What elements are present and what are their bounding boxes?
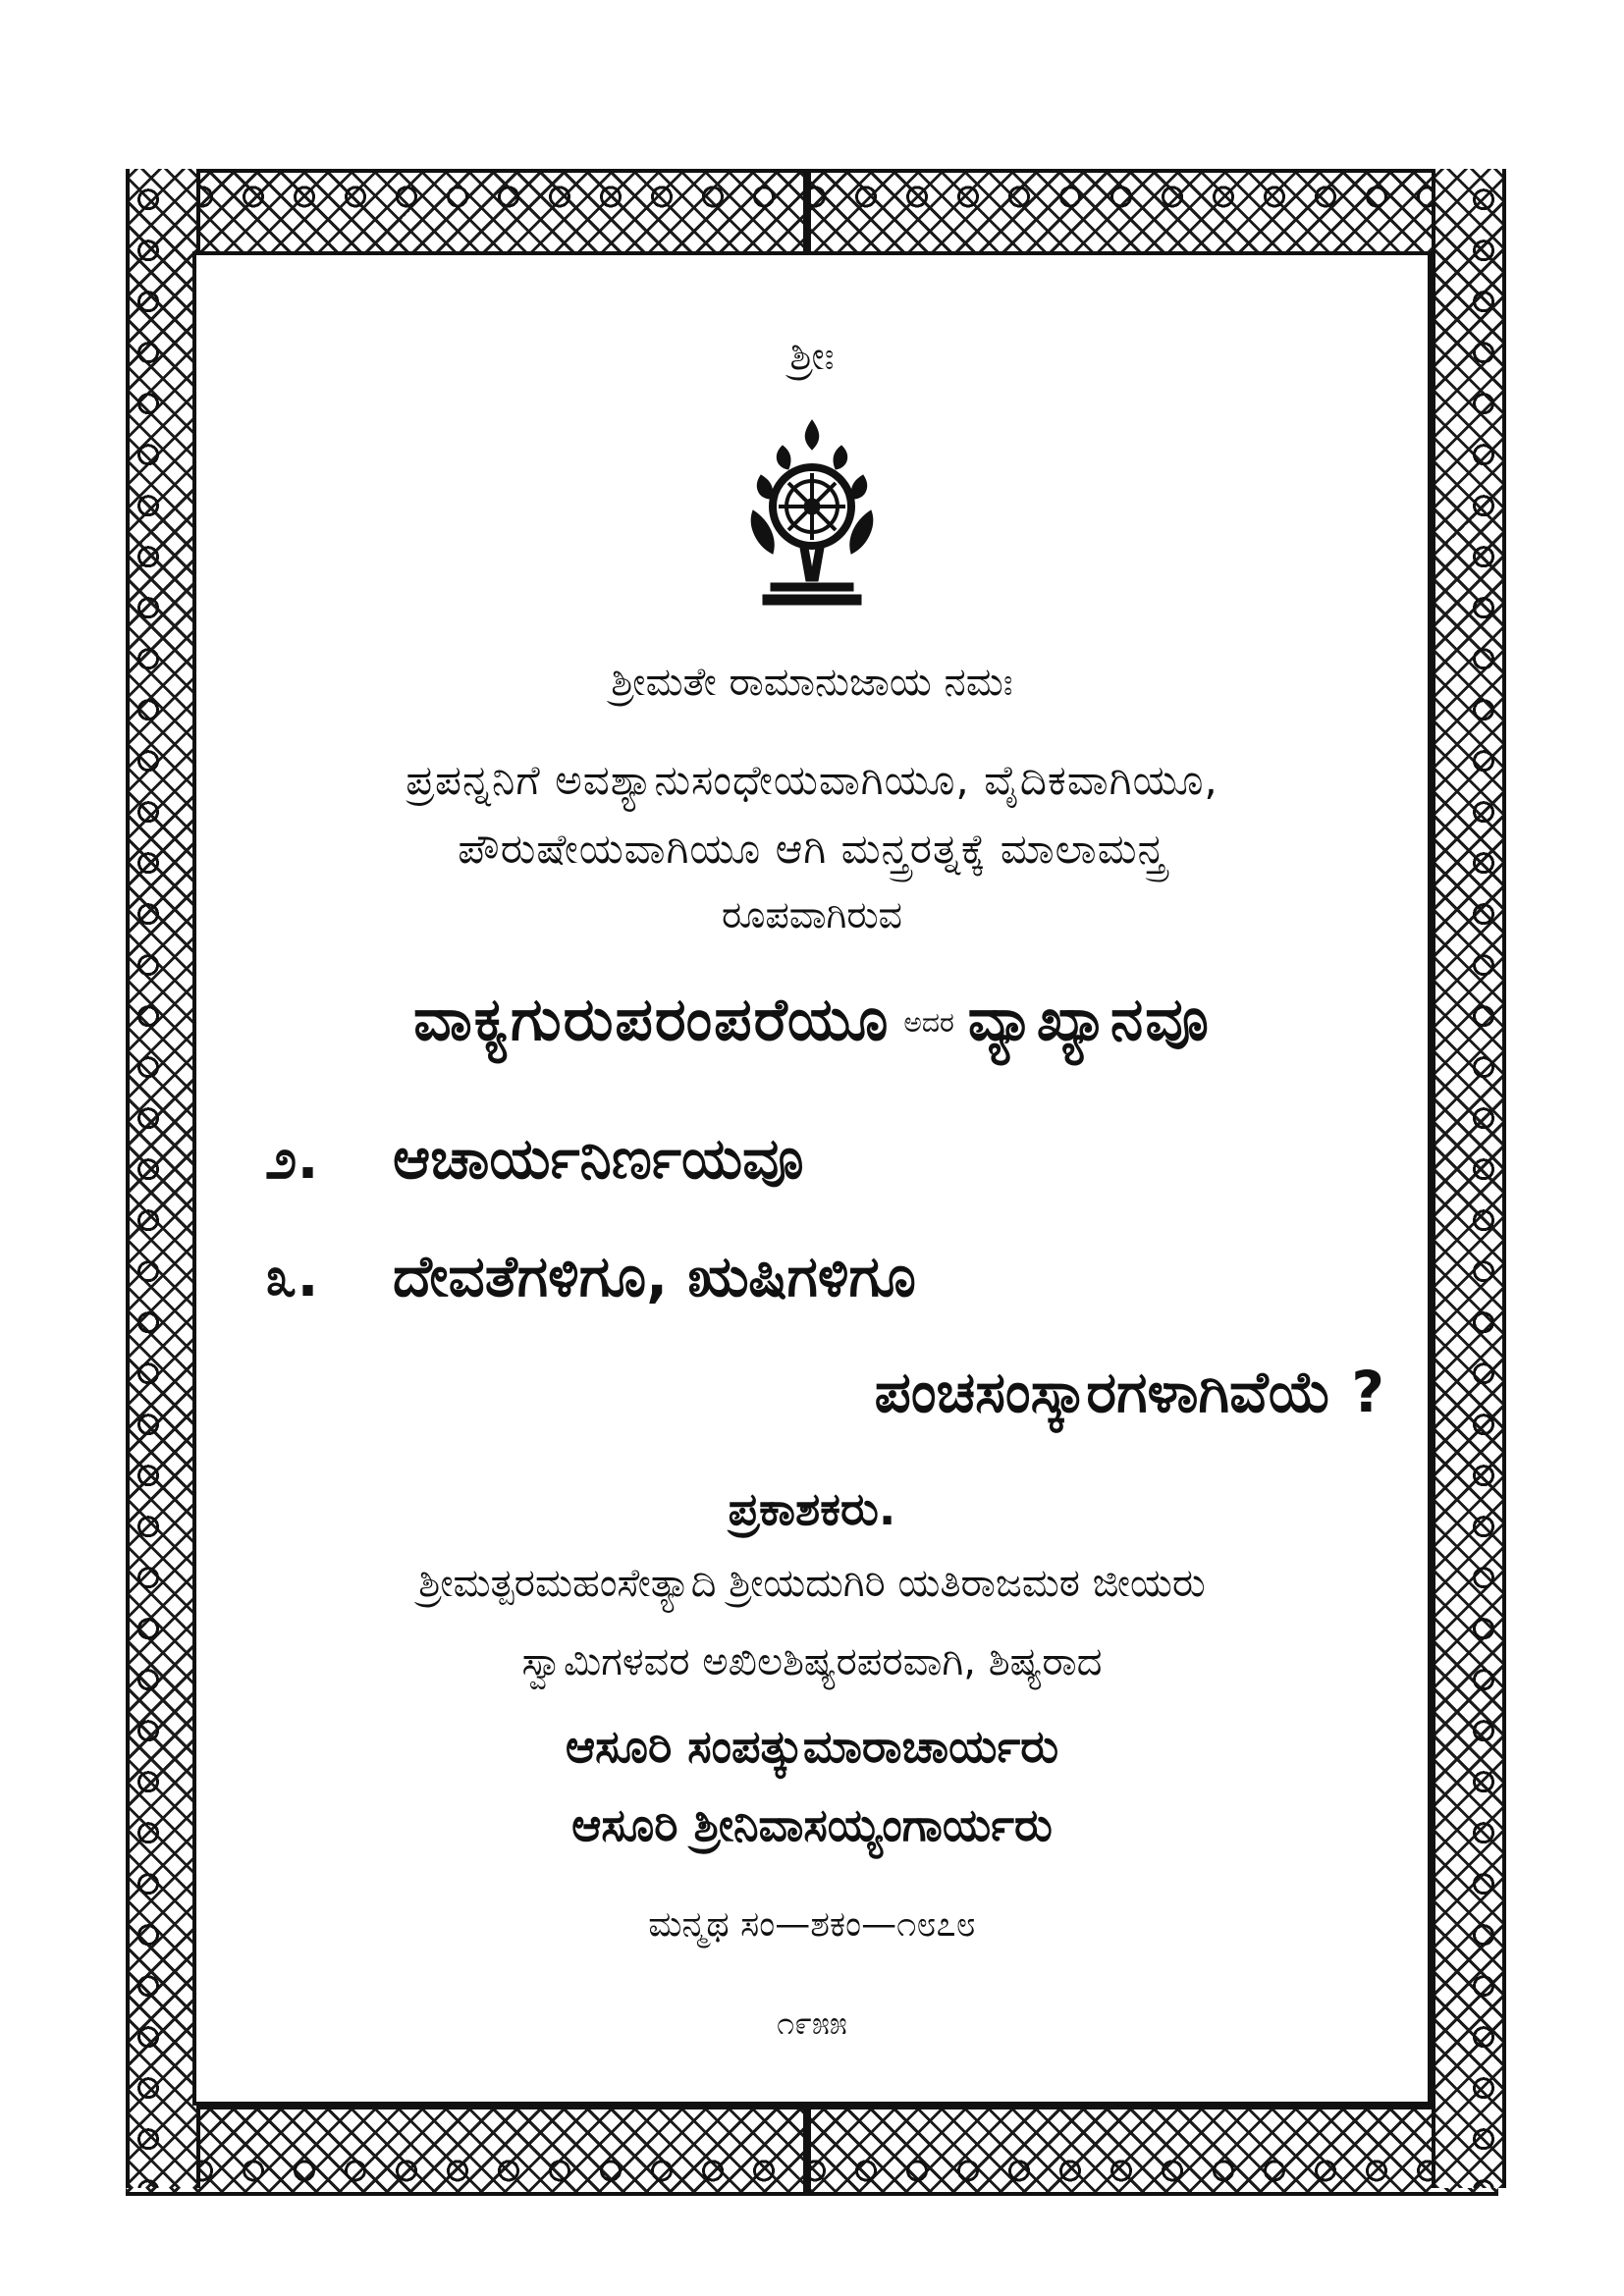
list-item-text: ಆಚಾರ್ಯನಿರ್ಣಯವೂ [393, 1125, 804, 1192]
invocation: ಶ್ರೀಮತೇ ರಾಮಾನುಜಾಯ ನಮಃ [611, 660, 1013, 705]
publisher-name-2: ಆಸೂರಿ ಶ್ರೀನಿವಾಸಯ್ಯಂಗಾರ್ಯರು [571, 1798, 1053, 1851]
list-item [265, 1125, 804, 1193]
publishers-line-1: ಶ್ರೀಮತ್ಪರಮಹಂಸೇತ್ಯಾದಿ ಶ್ರೀಯದುಗಿರಿ ಯತಿರಾಜಮಠ ಜೀಯರು [418, 1561, 1206, 1606]
main-title [226, 986, 1398, 1054]
list-item-number: ೩. [265, 1243, 319, 1309]
publishers-line-2: ಸ್ವಾಮಿಗಳವರ ಅಖಿಲಶಿಷ್ಯರಪರವಾಗಿ, ಶಿಷ್ಯರಾದ [521, 1639, 1103, 1684]
intro-line-2: ಪೌರುಷೇಯವಾಗಿಯೂ ಆಗಿ ಮನ್ತ್ರರತ್ನಕ್ಕೆ ಮಾಲಾಮನ್ತ್ರ [458, 825, 1166, 873]
ornamental-border-left [126, 169, 200, 2188]
main-title-part-2: ವ್ಯಾಖ್ಯಾನವೂ [967, 986, 1211, 1054]
publisher-name-1: ಆಸೂರಿ ಸಂಪತ್ಕುಮಾರಾಚಾರ್ಯರು [565, 1720, 1059, 1773]
ornamental-border-bottom [126, 2106, 1498, 2196]
question-heading: ಪಂಚಸಂಸ್ಕಾರಗಳಾಗಿವೆಯೆ ? [874, 1359, 1384, 1425]
intro-line-3: ರೂಪವಾಗಿರುವ [722, 893, 902, 936]
ornamental-border-top [126, 169, 1498, 259]
shri-heading: ಶ್ರೀಃ [789, 334, 835, 379]
list-item-number: ೨. [265, 1125, 319, 1192]
list-item-text: ದೇವತೆಗಳಿಗೂ, ಋಷಿಗಳಿಗೂ [393, 1243, 916, 1309]
main-title-part-1: ವಾಕ್ಯಗುರುಪರಂಪರೆಯೂ [413, 986, 891, 1054]
main-title-connector: ಅದರ [903, 1006, 954, 1040]
date-line: ಮನ್ಮಥ ಸಂ—ಶಕಂ—೧೮೭೮ [648, 1904, 976, 1945]
year: ೧೯೫೫ [777, 2004, 847, 2042]
intro-line-1: ಪ್ರಪನ್ನನಿಗೆ ಅವಶ್ಯಾನುಸಂಧೇಯವಾಗಿಯೂ, ವೈದಿಕವಾಗಿಯೂ, [406, 756, 1218, 804]
list-item [265, 1243, 916, 1310]
publishers-heading: ಪ್ರಕಾಶಕರು. [728, 1482, 896, 1535]
vaishnava-emblem-icon [743, 416, 881, 613]
ornamental-border-right [1432, 169, 1506, 2188]
